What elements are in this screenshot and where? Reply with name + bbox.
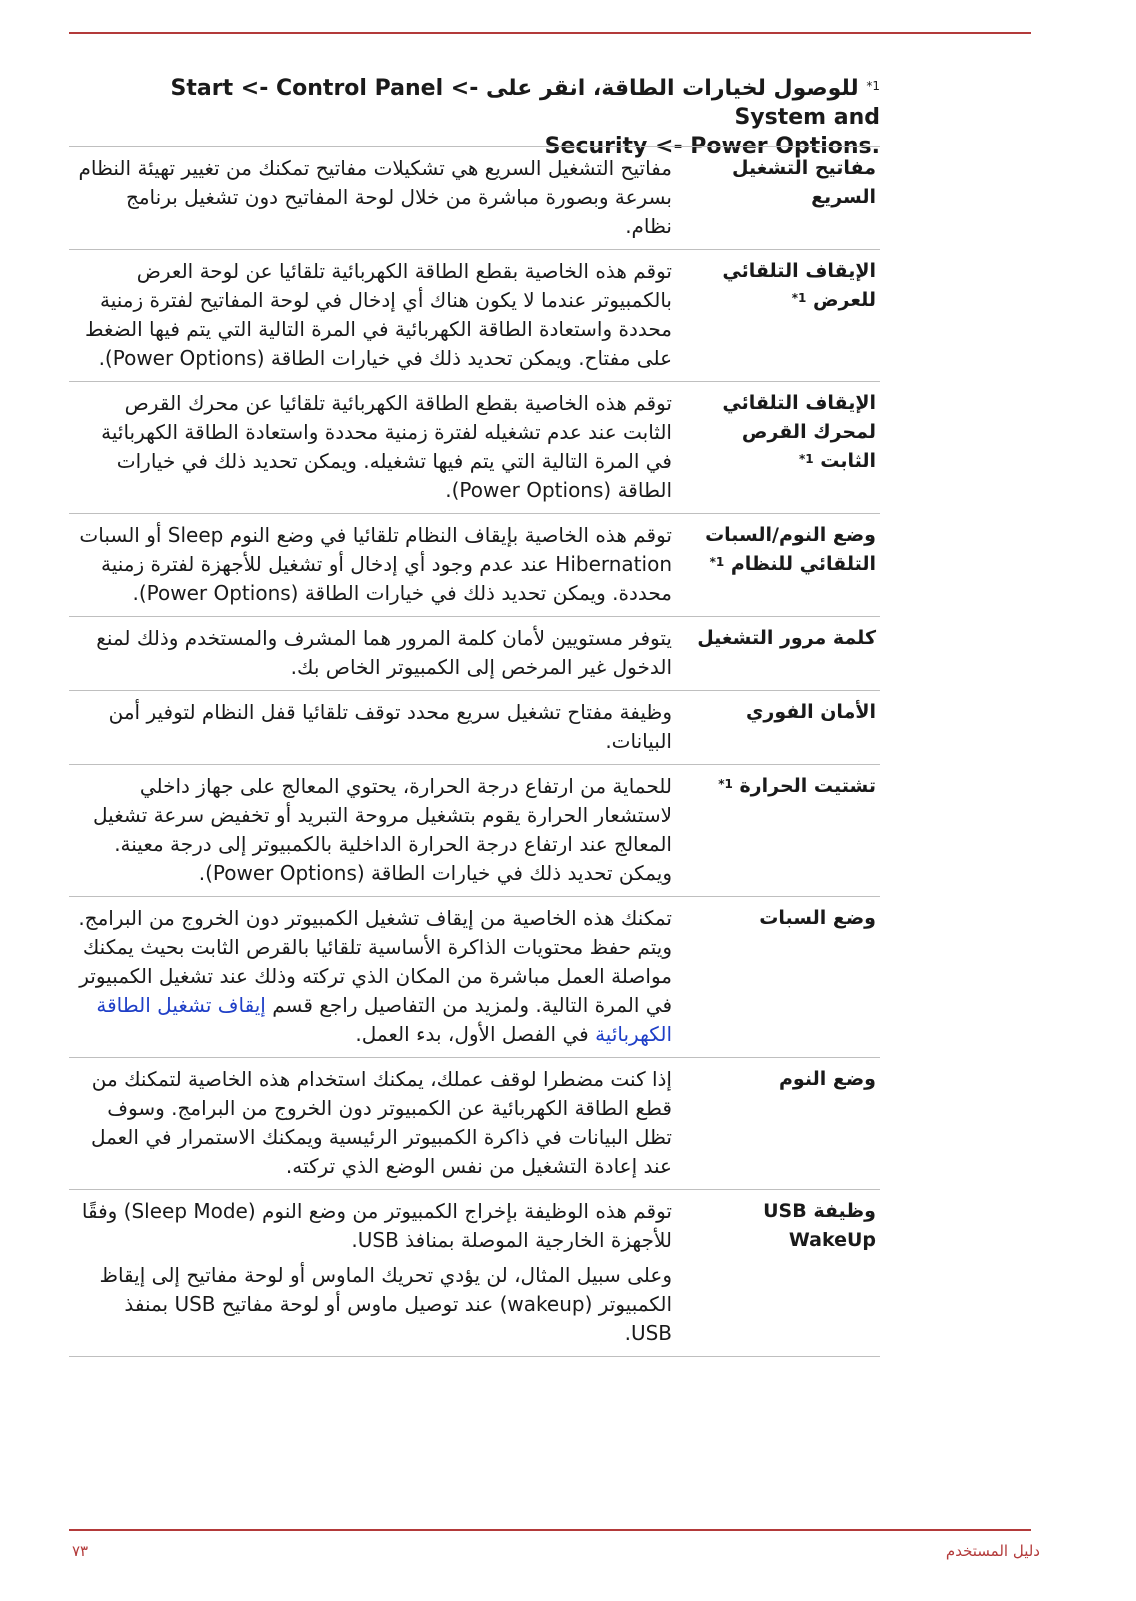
feature-description xyxy=(69,1190,672,1357)
feature-term xyxy=(672,514,880,617)
footnote-marker: 1* xyxy=(718,777,733,791)
description-paragraph: وعلى سبيل المثال، لن يؤدي تحريك الماوس أو لوحة مفاتيح إلى إيقاظ الكمبيوتر (wakeup) عند توصيل ماوس أو لوحة مفاتيح USB بمنفذ USB. xyxy=(99,1263,672,1345)
feature-description xyxy=(69,1058,672,1190)
feature-description xyxy=(69,147,672,250)
table-row xyxy=(69,691,880,765)
feature-term-label: الأمان الفوري xyxy=(746,701,876,723)
feature-term-label: وضع النوم/السبات التلقائي للنظام xyxy=(705,524,876,575)
feature-term-label: الإيقاف التلقائي لمحرك القرص الثابت xyxy=(722,392,876,472)
feature-description xyxy=(69,382,672,514)
footnote-marker: 1* xyxy=(709,555,725,569)
table-row xyxy=(69,765,880,897)
feature-term xyxy=(672,897,880,1058)
feature-term xyxy=(672,617,880,691)
description-paragraph: توقم هذه الوظيفة بإخراج الكمبيوتر من وضع النوم (Sleep Mode) وفقًا للأجهزة الخارجية الموصلة بمنافذ USB. xyxy=(81,1199,672,1252)
table-row xyxy=(69,1058,880,1190)
description-paragraph: يتوفر مستويين لأمان كلمة المرور هما المشرف والمستخدم وذلك لمنع الدخول غير المرخص إلى الكمبيوتر الخاص بك. xyxy=(96,626,672,679)
table-row xyxy=(69,250,880,382)
description-paragraph: للحماية من ارتفاع درجة الحرارة، يحتوي المعالج على جهاز داخلي لاستشعار الحرارة يقوم بتشغيل مروحة التبريد أو تخفيض سرعة تشغيل المعالج عند ارتفاع درجة الحرارة الداخلية بالكمبيوتر إلى درجة معينة. ويمكن تحديد ذلك في خيارات الطاقة (Power Options). xyxy=(93,774,672,885)
table-row xyxy=(69,617,880,691)
feature-description xyxy=(69,250,672,382)
feature-description xyxy=(69,897,672,1058)
cross-reference-link[interactable]: إيقاف تشغيل الطاقة الكهربائية xyxy=(96,993,672,1046)
table-row xyxy=(69,147,880,250)
feature-term xyxy=(672,250,880,382)
feature-term xyxy=(672,765,880,897)
feature-term xyxy=(672,382,880,514)
feature-term-label: تشتيت الحرارة xyxy=(739,775,876,797)
feature-description xyxy=(69,617,672,691)
feature-term-label: وضع السبات xyxy=(759,907,876,929)
intro-text: للوصول لخيارات الطاقة، انقر على xyxy=(486,76,859,101)
page-number: ٧٣ xyxy=(72,1542,89,1560)
table-row xyxy=(69,1190,880,1357)
description-paragraph: توقم هذه الخاصية بقطع الطاقة الكهربائية تلقائيا عن لوحة العرض بالكمبيوتر عندما لا يكون هناك أي إدخال في لوحة المفاتيح لفترة زمنية محددة واستعادة الطاقة الكهربائية في المرة التالية التي يتم فيها الضغط على مفتاح. ويمكن تحديد ذلك في خيارات الطاقة (Power Options). xyxy=(85,259,672,370)
bottom-rule xyxy=(69,1529,1031,1531)
feature-term-label: وضع النوم xyxy=(778,1068,876,1090)
feature-term xyxy=(672,691,880,765)
description-text: تمكنك هذه الخاصية من إيقاف تشغيل الكمبيوتر دون الخروج من البرامج. ويتم حفظ محتويات الذاكرة الأساسية تلقائيا بالقرص الثابت بحيث يمكنك مواصلة العمل مباشرة من المكان الذي تركته وذلك عند تشغيل الكمبيوتر في المرة التالية. ولمزيد من التفاصيل راجع قسم xyxy=(78,906,672,1017)
description-paragraph: توقم هذه الخاصية بإيقاف النظام تلقائيا في وضع النوم Sleep أو السبات Hibernation عند عدم وجود أي إدخال أو تشغيل للأجهزة لفترة زمنية محددة. ويمكن تحديد ذلك في خيارات الطاقة (Power Options). xyxy=(79,523,672,605)
feature-term xyxy=(672,1190,880,1357)
features-table xyxy=(69,146,880,1357)
feature-term-label: وظيفة USB WakeUp xyxy=(763,1200,876,1251)
description-paragraph: وظيفة مفتاح تشغيل سريع محدد توقف تلقائيا قفل النظام لتوفير أمن البيانات. xyxy=(108,700,672,753)
description-paragraph: توقم هذه الخاصية بقطع الطاقة الكهربائية تلقائيا عن محرك القرص الثابت عند عدم تشغيله لفترة زمنية محددة واستعادة الطاقة الكهربائية في المرة التالية التي يتم فيها تشغيله. ويمكن تحديد ذلك في خيارات الطاقة (Power Options). xyxy=(101,391,672,502)
table-row xyxy=(69,514,880,617)
feature-term-label: مفاتيح التشغيل السريع xyxy=(732,157,876,208)
table-row xyxy=(69,897,880,1058)
description-text: في الفصل الأول، بدء العمل. xyxy=(355,1022,589,1046)
feature-description xyxy=(69,691,672,765)
top-rule xyxy=(69,32,1031,34)
footnote-marker: 1* xyxy=(866,79,880,93)
footer-title: دليل المستخدم xyxy=(945,1542,1040,1560)
description-paragraph xyxy=(73,904,672,1049)
feature-description xyxy=(69,765,672,897)
description-paragraph: مفاتيح التشغيل السريع هي تشكيلات مفاتيح تمكنك من تغيير تهيئة النظام بسرعة وبصورة مباشرة من خلال لوحة المفاتيح دون تشغيل برنامج نظام. xyxy=(78,156,672,238)
intro-path-line1: Start <- Control Panel <- System and xyxy=(170,76,880,130)
feature-description xyxy=(69,514,672,617)
intro-path-line2: Security <- Power Options. xyxy=(544,134,880,159)
feature-term xyxy=(672,1058,880,1190)
footnote-marker: 1* xyxy=(798,452,814,466)
table-row xyxy=(69,382,880,514)
description-paragraph: إذا كنت مضطرا لوقف عملك، يمكنك استخدام هذه الخاصية لتمكنك من قطع الطاقة الكهربائية عن الكمبيوتر دون الخروج من البرامج. وسوف تظل البيانات في ذاكرة الكمبيوتر الرئيسية ويمكنك الاستمرار في العمل عند إعادة التشغيل من نفس الوضع الذي تركته. xyxy=(90,1067,672,1178)
feature-term-label: الإيقاف التلقائي للعرض xyxy=(722,260,876,311)
feature-term-label: كلمة مرور التشغيل xyxy=(697,627,876,649)
feature-term xyxy=(672,147,880,250)
footnote-marker: 1* xyxy=(791,291,807,305)
